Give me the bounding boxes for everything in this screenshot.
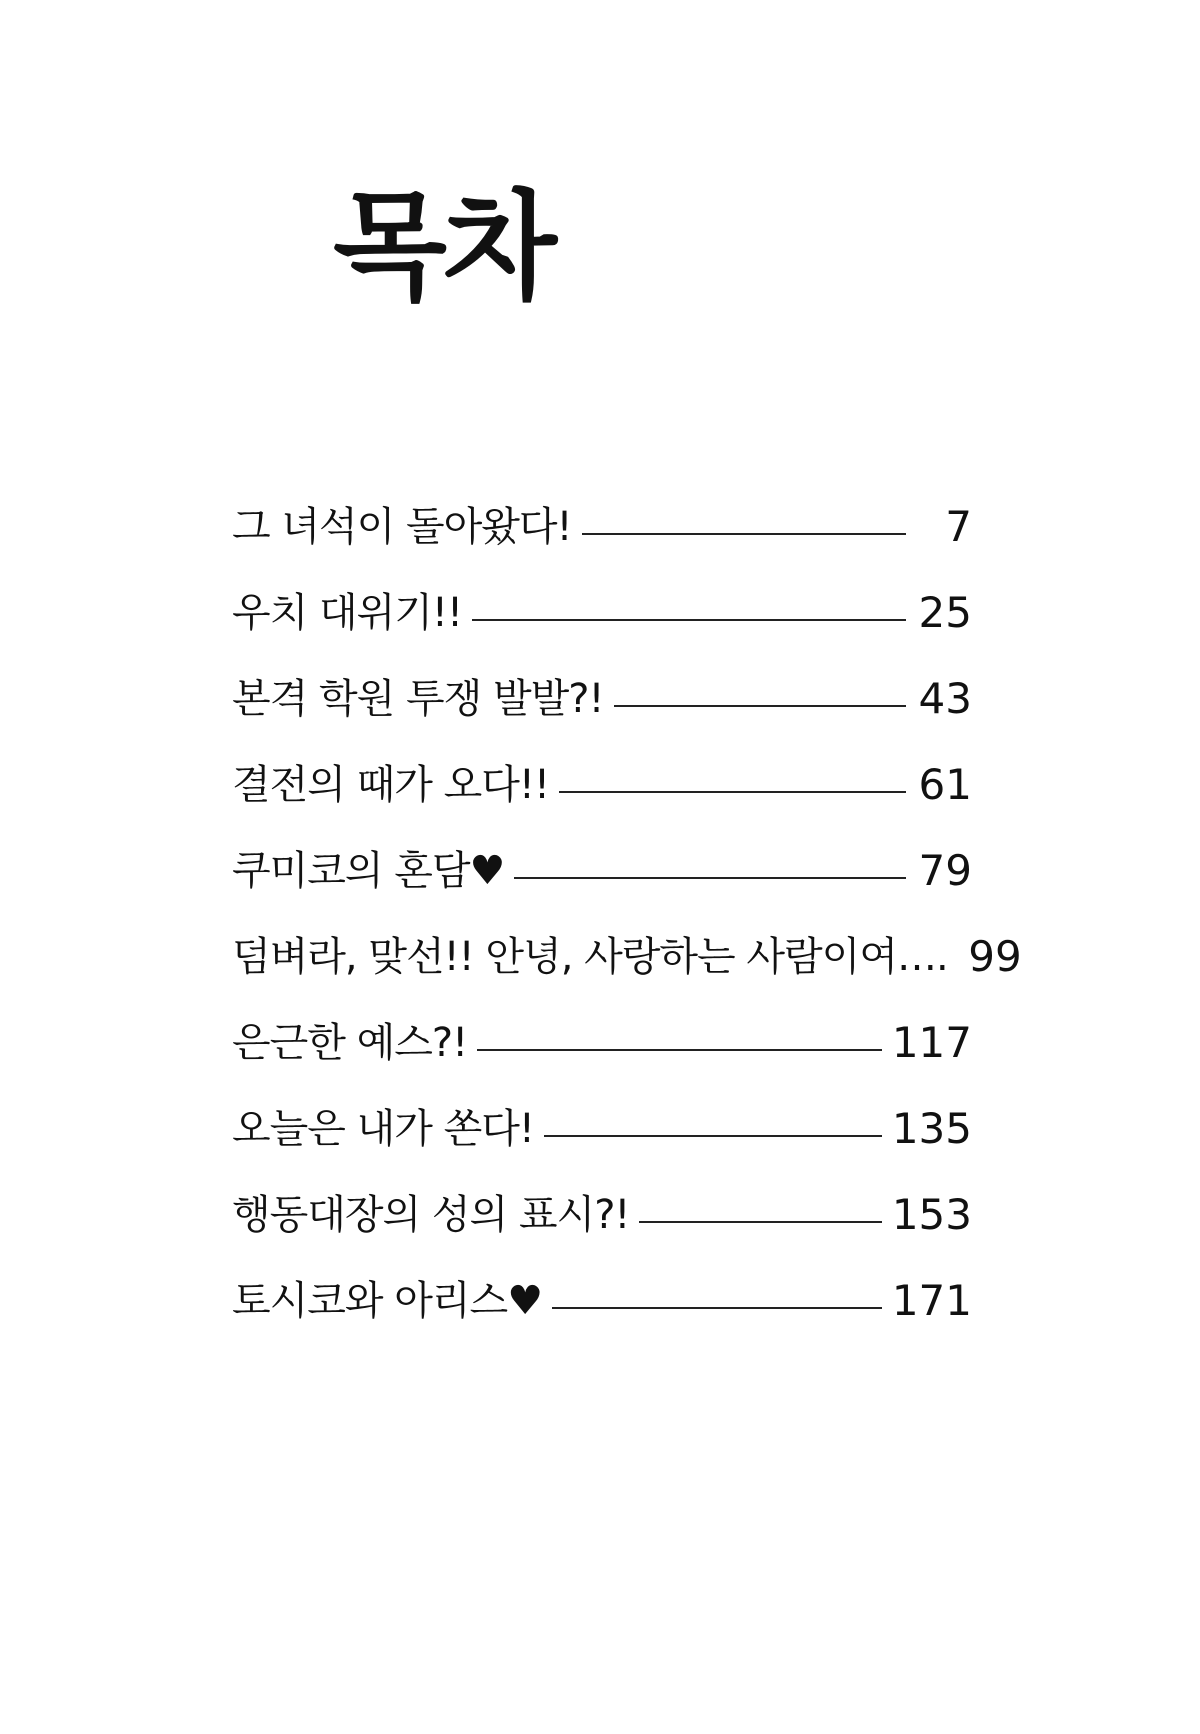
toc-entry-title: 토시코와 아리스♥ <box>232 1278 543 1324</box>
toc-entry <box>232 914 1022 1000</box>
toc-entry-page: 171 <box>891 1276 972 1325</box>
toc-entry-title: 그 녀석이 돌아왔다! <box>232 504 572 550</box>
toc-entry-page: 43 <box>918 674 972 723</box>
leader-line <box>514 877 906 879</box>
toc-entry-title: 은근한 예스?! <box>232 1020 468 1066</box>
leader-line <box>477 1049 882 1051</box>
toc-entry-page: 153 <box>891 1190 972 1239</box>
leader-line <box>614 705 906 707</box>
leader-line <box>544 1135 882 1137</box>
toc-entry <box>232 656 972 742</box>
leader-line <box>559 791 906 793</box>
toc-entry-title: 오늘은 내가 쏜다! <box>232 1106 534 1152</box>
toc-entry-page: 79 <box>918 846 972 895</box>
toc-entry <box>232 1000 972 1086</box>
toc-entry-page: 135 <box>891 1104 972 1153</box>
leader-line <box>472 619 906 621</box>
leader-line <box>552 1307 882 1309</box>
toc-entry-page: 99 <box>968 932 1022 981</box>
toc-entry-title: 본격 학원 투쟁 발발?! <box>232 676 604 722</box>
toc-entry-title: 우치 대위기!! <box>232 590 462 636</box>
toc-entry <box>232 484 972 570</box>
toc-entry-page: 7 <box>945 502 972 551</box>
toc-entry-title: 덤벼라, 맞선!! 안녕, 사랑하는 사람이여…. <box>232 934 948 980</box>
toc-entry <box>232 742 972 828</box>
page-title: 목차 <box>333 178 553 316</box>
toc-entry-title: 행동대장의 성의 표시?! <box>232 1192 630 1238</box>
table-of-contents <box>232 484 1022 1344</box>
toc-entry-title: 쿠미코의 혼담♥ <box>232 848 505 894</box>
toc-entry-title: 결전의 때가 오다!! <box>232 762 549 808</box>
toc-entry <box>232 1258 972 1344</box>
toc-entry-page: 25 <box>918 588 972 637</box>
toc-entry <box>232 570 972 656</box>
leader-line <box>582 533 906 535</box>
toc-entry-page: 117 <box>891 1018 972 1067</box>
toc-entry <box>232 1172 972 1258</box>
toc-entry <box>232 1086 972 1172</box>
leader-line <box>639 1221 881 1223</box>
toc-entry <box>232 828 972 914</box>
toc-entry-page: 61 <box>918 760 972 809</box>
